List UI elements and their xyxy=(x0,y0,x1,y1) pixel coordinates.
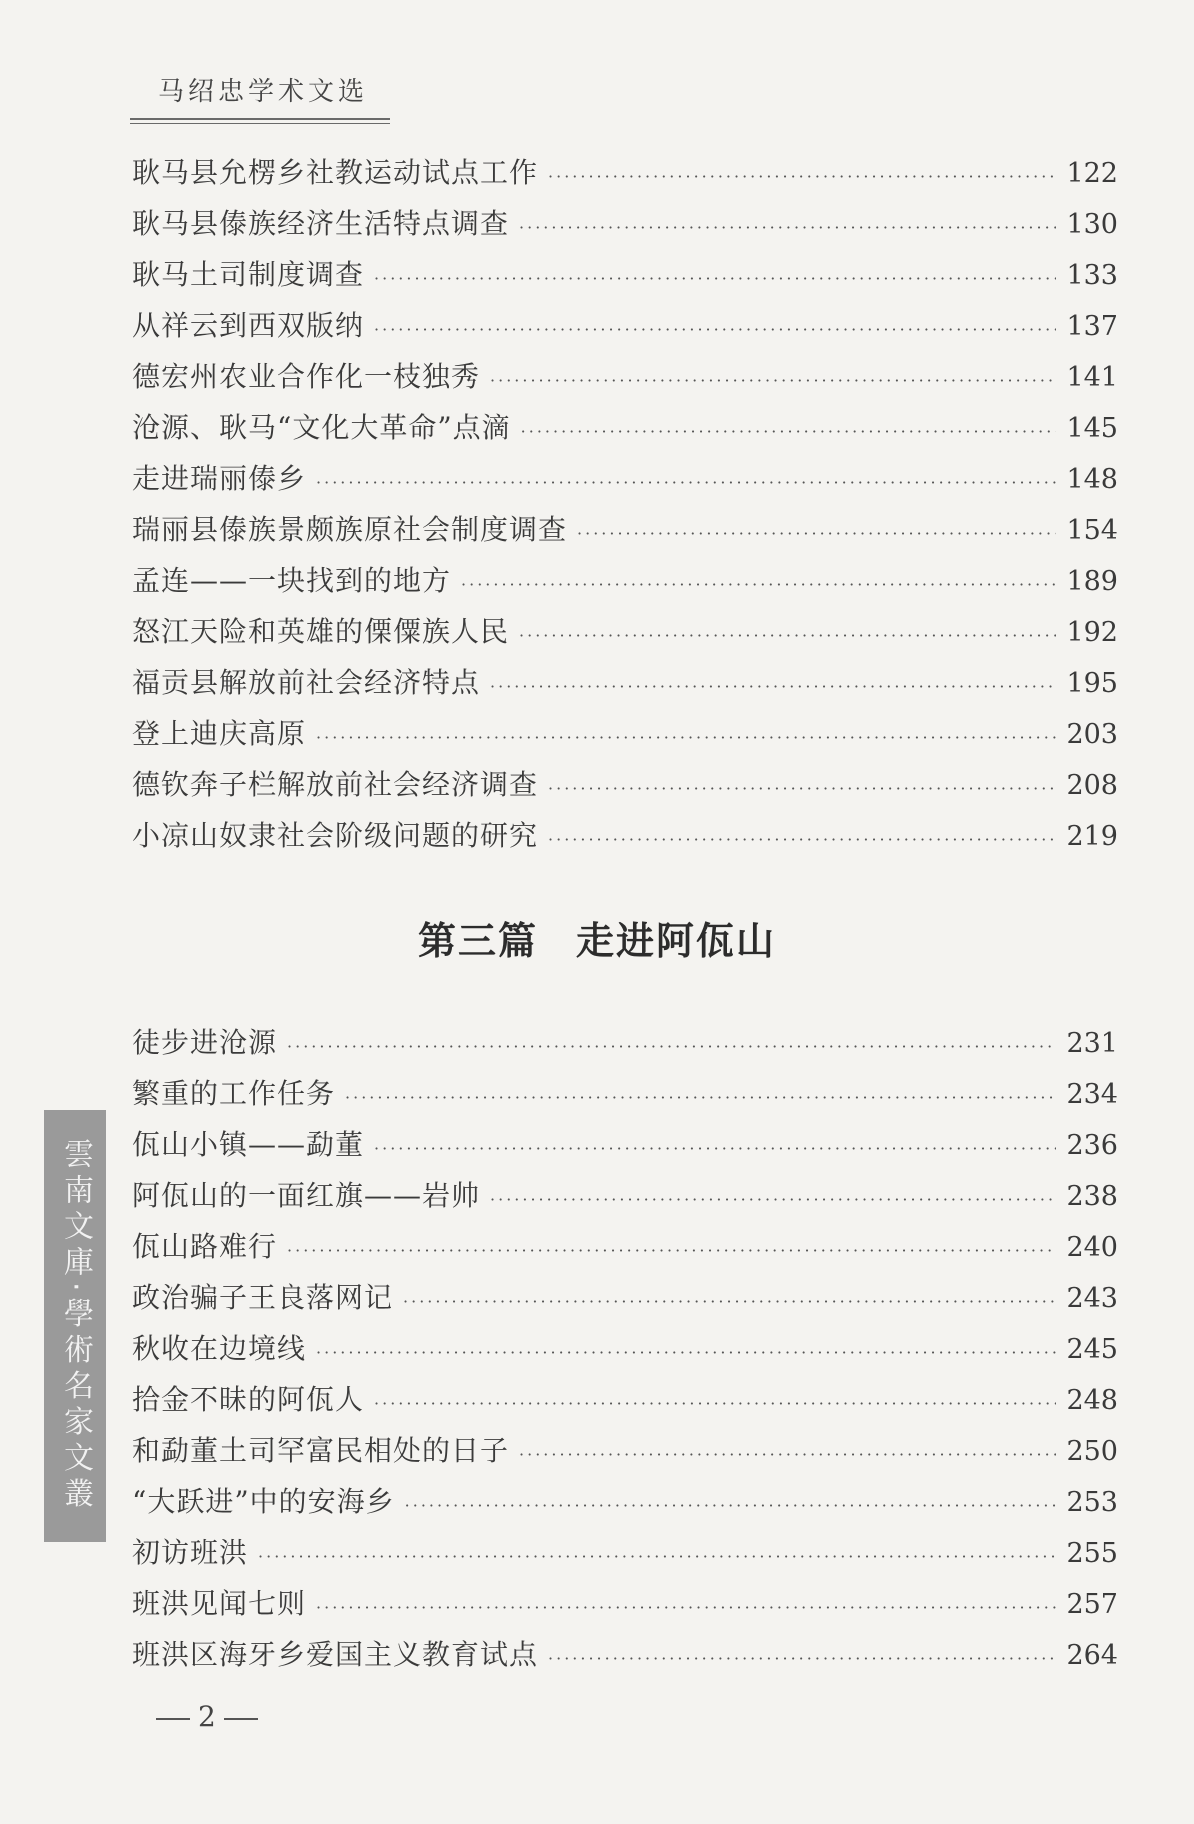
toc-entry-title: 和勐董土司罕富民相处的日子 xyxy=(132,1434,510,1467)
toc-leader-dots xyxy=(374,1123,1056,1174)
toc-entry-page: 243 xyxy=(1066,1283,1118,1314)
toc-leader-dots xyxy=(345,1072,1056,1123)
toc-leader-dots xyxy=(461,559,1056,610)
toc-leader-dots xyxy=(287,1021,1056,1072)
toc-entry-title: 从祥云到西双版纳 xyxy=(132,309,365,342)
toc-entry-page: 192 xyxy=(1066,617,1118,648)
toc-entry xyxy=(132,504,1118,555)
toc-leader-dots xyxy=(374,253,1056,304)
toc-leader-dots xyxy=(490,1174,1056,1225)
toc-leader-dots xyxy=(548,151,1056,202)
toc-leader-dots xyxy=(316,1327,1056,1378)
toc-leader-dots xyxy=(403,1276,1056,1327)
toc-entry-page: 133 xyxy=(1066,260,1118,291)
toc-entry-page: 231 xyxy=(1066,1028,1118,1059)
page-number-dash-right xyxy=(224,1718,258,1720)
toc-entry-page: 238 xyxy=(1066,1181,1118,1212)
toc-leader-dots xyxy=(316,712,1056,763)
toc-entry-page: 248 xyxy=(1066,1385,1118,1416)
toc-leader-dots xyxy=(521,406,1057,457)
toc-leader-dots xyxy=(548,814,1056,865)
toc-entry xyxy=(132,1272,1118,1323)
toc-entry-page: 253 xyxy=(1066,1487,1118,1518)
toc-entry-title: 登上迪庆高原 xyxy=(132,717,307,750)
toc-entry xyxy=(132,1629,1118,1680)
toc-entry-title: 秋收在边境线 xyxy=(132,1332,307,1365)
toc-entry-page: 145 xyxy=(1066,413,1118,444)
toc-leader-dots xyxy=(519,202,1056,253)
series-side-tab-text: 雲南文庫·學術名家文叢 xyxy=(58,1138,93,1514)
toc-entry xyxy=(132,657,1118,708)
toc-entry xyxy=(132,555,1118,606)
toc-entry-page: 250 xyxy=(1066,1436,1118,1467)
toc-leader-dots xyxy=(519,610,1056,661)
section-part: 第三篇 xyxy=(417,918,538,963)
toc-entry xyxy=(132,1425,1118,1476)
toc-leader-dots xyxy=(316,457,1056,508)
toc-entry-title: 班洪区海牙乡爱国主义教育试点 xyxy=(132,1638,539,1671)
toc-entry-page: 122 xyxy=(1066,158,1118,189)
toc-entry xyxy=(132,1017,1118,1068)
toc-leader-dots xyxy=(374,304,1056,355)
toc-entry xyxy=(132,198,1118,249)
toc-leader-dots xyxy=(374,1378,1056,1429)
toc-entry-page: 137 xyxy=(1066,311,1118,342)
toc-entry xyxy=(132,1578,1118,1629)
toc-entry-title: 耿马县允楞乡社教运动试点工作 xyxy=(132,156,539,189)
toc-entry-title: 班洪见闻七则 xyxy=(132,1587,307,1620)
page-number xyxy=(148,1700,266,1733)
toc-entry-title: 耿马土司制度调查 xyxy=(132,258,365,291)
toc-entry-title: 德宏州农业合作化一枝独秀 xyxy=(132,360,481,393)
toc-entry xyxy=(132,1476,1118,1527)
page-number-value: 2 xyxy=(198,1700,216,1733)
toc-entry-title: 小凉山奴隶社会阶级问题的研究 xyxy=(132,819,539,852)
toc-entry-page: 154 xyxy=(1066,515,1118,546)
header-rule xyxy=(130,118,390,120)
toc-entry xyxy=(132,1527,1118,1578)
toc-entry xyxy=(132,708,1118,759)
toc-entry-page: 208 xyxy=(1066,770,1118,801)
section-heading xyxy=(0,910,1194,965)
toc-entry-title: 耿马县傣族经济生活特点调查 xyxy=(132,207,510,240)
toc-entry xyxy=(132,1119,1118,1170)
toc-leader-dots xyxy=(405,1480,1057,1531)
toc-entry-title: 怒江天险和英雄的傈僳族人民 xyxy=(132,615,510,648)
toc-entry-title: 佤山小镇——勐董 xyxy=(132,1128,365,1161)
toc-entry-title: “大跃进”中的安海乡 xyxy=(132,1485,395,1518)
toc-entry xyxy=(132,1068,1118,1119)
toc-leader-dots xyxy=(548,1633,1056,1684)
toc-entry-title: 沧源、耿马“文化大革命”点滴 xyxy=(132,411,511,444)
toc-entry-page: 240 xyxy=(1066,1232,1118,1263)
toc-entry-page: 130 xyxy=(1066,209,1118,240)
toc-entry xyxy=(132,147,1118,198)
toc-entry-page: 236 xyxy=(1066,1130,1118,1161)
series-side-tab xyxy=(44,1110,106,1542)
book-title: 马绍忠学术文选 xyxy=(158,77,369,107)
toc-entry-title: 瑞丽县傣族景颇族原社会制度调查 xyxy=(132,513,568,546)
toc-entry-title: 徒步进沧源 xyxy=(132,1026,278,1059)
toc-entry-page: 141 xyxy=(1066,362,1118,393)
toc-entry-page: 234 xyxy=(1066,1079,1118,1110)
toc-leader-dots xyxy=(519,1429,1056,1480)
toc-entry-page: 148 xyxy=(1066,464,1118,495)
section-name: 走进阿佤山 xyxy=(576,918,777,963)
toc-entry-page: 189 xyxy=(1066,566,1118,597)
toc-leader-dots xyxy=(490,661,1056,712)
toc-entry xyxy=(132,1374,1118,1425)
toc-entry-page: 195 xyxy=(1066,668,1118,699)
toc-entry xyxy=(132,249,1118,300)
header-rule-thin xyxy=(130,123,390,124)
toc-leader-dots xyxy=(258,1531,1056,1582)
toc-entry-title: 政治骗子王良落网记 xyxy=(132,1281,394,1314)
toc-entry-page: 257 xyxy=(1066,1589,1118,1620)
toc-list-top xyxy=(132,147,1118,861)
running-header xyxy=(130,70,390,124)
page-number-dash-left xyxy=(156,1718,190,1720)
toc-entry xyxy=(132,453,1118,504)
toc-entry-title: 福贡县解放前社会经济特点 xyxy=(132,666,481,699)
toc-entry-page: 219 xyxy=(1066,821,1118,852)
toc-list-bottom xyxy=(132,1017,1118,1680)
toc-entry-page: 203 xyxy=(1066,719,1118,750)
toc-entry-title: 初访班洪 xyxy=(132,1536,249,1569)
toc-entry-page: 264 xyxy=(1066,1640,1118,1671)
toc-entry-title: 德钦奔子栏解放前社会经济调查 xyxy=(132,768,539,801)
toc-entry xyxy=(132,351,1118,402)
toc-leader-dots xyxy=(577,508,1056,559)
toc-entry-title: 拾金不昧的阿佤人 xyxy=(132,1383,365,1416)
toc-entry xyxy=(132,606,1118,657)
toc-entry xyxy=(132,1170,1118,1221)
toc-entry xyxy=(132,810,1118,861)
toc-entry xyxy=(132,402,1118,453)
toc-entry-title: 阿佤山的一面红旗——岩帅 xyxy=(132,1179,481,1212)
toc-entry-title: 佤山路难行 xyxy=(132,1230,278,1263)
toc-entry xyxy=(132,1323,1118,1374)
toc-entry-title: 走进瑞丽傣乡 xyxy=(132,462,307,495)
toc-entry xyxy=(132,300,1118,351)
toc-entry-title: 孟连——一块找到的地方 xyxy=(132,564,452,597)
toc-entry-page: 255 xyxy=(1066,1538,1118,1569)
toc-entry-page: 245 xyxy=(1066,1334,1118,1365)
toc-entry-title: 繁重的工作任务 xyxy=(132,1077,336,1110)
toc-entry xyxy=(132,1221,1118,1272)
toc-entry xyxy=(132,759,1118,810)
toc-leader-dots xyxy=(287,1225,1056,1276)
toc-leader-dots xyxy=(490,355,1056,406)
toc-leader-dots xyxy=(548,763,1056,814)
toc-leader-dots xyxy=(316,1582,1056,1633)
